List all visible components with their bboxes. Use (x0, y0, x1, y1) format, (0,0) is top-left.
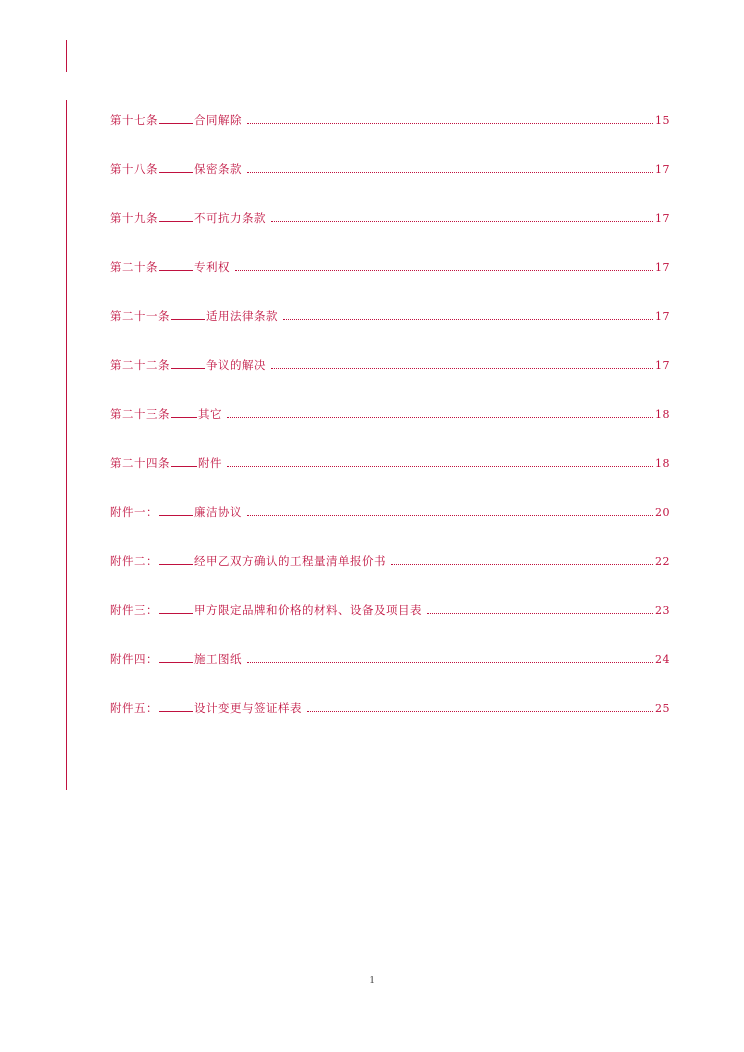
toc-entry-label: 附件一： (110, 505, 158, 519)
toc-entry-page: 17 (655, 163, 670, 176)
toc-entry-title: 设计变更与签证样表 (194, 701, 302, 715)
toc-entry[interactable] (110, 455, 670, 504)
toc-entry-dash (159, 564, 193, 565)
toc-entry[interactable] (110, 553, 670, 602)
table-of-contents (110, 112, 670, 749)
toc-entry[interactable] (110, 651, 670, 700)
toc-entry-dash (159, 515, 193, 516)
toc-entry-label: 第二十一条 (110, 309, 170, 323)
toc-entry-dash (159, 270, 193, 271)
toc-entry-title: 施工图纸 (194, 652, 242, 666)
toc-entry-leader (271, 220, 653, 222)
toc-entry-title: 甲方限定品牌和价格的材料、设备及项目表 (194, 603, 422, 617)
toc-entry-page: 18 (655, 457, 670, 470)
toc-entry-page: 17 (655, 212, 670, 225)
toc-entry-title: 保密条款 (194, 162, 242, 176)
toc-entry-title: 不可抗力条款 (194, 211, 266, 225)
toc-entry-dash (159, 662, 193, 663)
toc-entry-leader (427, 612, 653, 614)
toc-entry-title: 廉洁协议 (194, 505, 242, 519)
toc-entry[interactable] (110, 161, 670, 210)
toc-entry-leader (227, 416, 653, 418)
toc-entry[interactable] (110, 602, 670, 651)
toc-entry-label: 第二十二条 (110, 358, 170, 372)
toc-entry-dash (171, 319, 205, 320)
toc-entry-leader (247, 122, 653, 124)
toc-entry-title: 适用法律条款 (206, 309, 278, 323)
toc-entry-leader (227, 465, 653, 467)
toc-entry[interactable] (110, 308, 670, 357)
toc-entry-label: 附件三： (110, 603, 158, 617)
toc-entry-page: 22 (655, 555, 670, 568)
toc-entry-leader (247, 514, 653, 516)
toc-entry-dash (171, 368, 205, 369)
toc-entry-page: 24 (655, 653, 670, 666)
toc-entry-dash (171, 417, 197, 418)
toc-entry-leader (391, 563, 653, 565)
toc-entry-label: 附件五： (110, 701, 158, 715)
toc-entry-leader (247, 661, 653, 663)
toc-entry-page: 23 (655, 604, 670, 617)
toc-entry-page: 20 (655, 506, 670, 519)
toc-entry-leader (283, 318, 653, 320)
toc-entry-title: 专利权 (194, 260, 230, 274)
toc-entry-dash (159, 221, 193, 222)
toc-entry-leader (271, 367, 653, 369)
toc-entry-title: 其它 (198, 407, 222, 421)
toc-entry-dash (159, 123, 193, 124)
toc-entry-page: 17 (655, 310, 670, 323)
toc-entry-dash (159, 613, 193, 614)
toc-entry-dash (159, 711, 193, 712)
page-number: 1 (369, 975, 375, 986)
toc-entry-label: 第二十四条 (110, 456, 170, 470)
toc-entry[interactable] (110, 357, 670, 406)
toc-entry-title: 附件 (198, 456, 222, 470)
toc-entry-label: 第十七条 (110, 113, 158, 127)
toc-entry-title: 争议的解决 (206, 358, 266, 372)
toc-entry-page: 17 (655, 261, 670, 274)
toc-entry-page: 17 (655, 359, 670, 372)
toc-entry-leader (307, 710, 653, 712)
toc-entry-label: 附件二： (110, 554, 158, 568)
toc-entry-label: 附件四： (110, 652, 158, 666)
change-bar-top (66, 40, 67, 72)
toc-entry-page: 25 (655, 702, 670, 715)
toc-entry[interactable] (110, 406, 670, 455)
toc-entry-page: 15 (655, 114, 670, 127)
toc-entry-label: 第十八条 (110, 162, 158, 176)
toc-entry-title: 经甲乙双方确认的工程量清单报价书 (194, 554, 386, 568)
toc-entry-title: 合同解除 (194, 113, 242, 127)
toc-entry[interactable] (110, 210, 670, 259)
toc-entry-page: 18 (655, 408, 670, 421)
toc-entry[interactable] (110, 259, 670, 308)
toc-entry-dash (159, 172, 193, 173)
toc-entry[interactable] (110, 112, 670, 161)
toc-entry-leader (247, 171, 653, 173)
change-bar-body (66, 100, 67, 790)
toc-entry[interactable] (110, 700, 670, 749)
toc-entry-label: 第二十条 (110, 260, 158, 274)
toc-entry-label: 第二十三条 (110, 407, 170, 421)
toc-entry[interactable] (110, 504, 670, 553)
toc-entry-label: 第十九条 (110, 211, 158, 225)
toc-entry-leader (235, 269, 653, 271)
toc-entry-dash (171, 466, 197, 467)
